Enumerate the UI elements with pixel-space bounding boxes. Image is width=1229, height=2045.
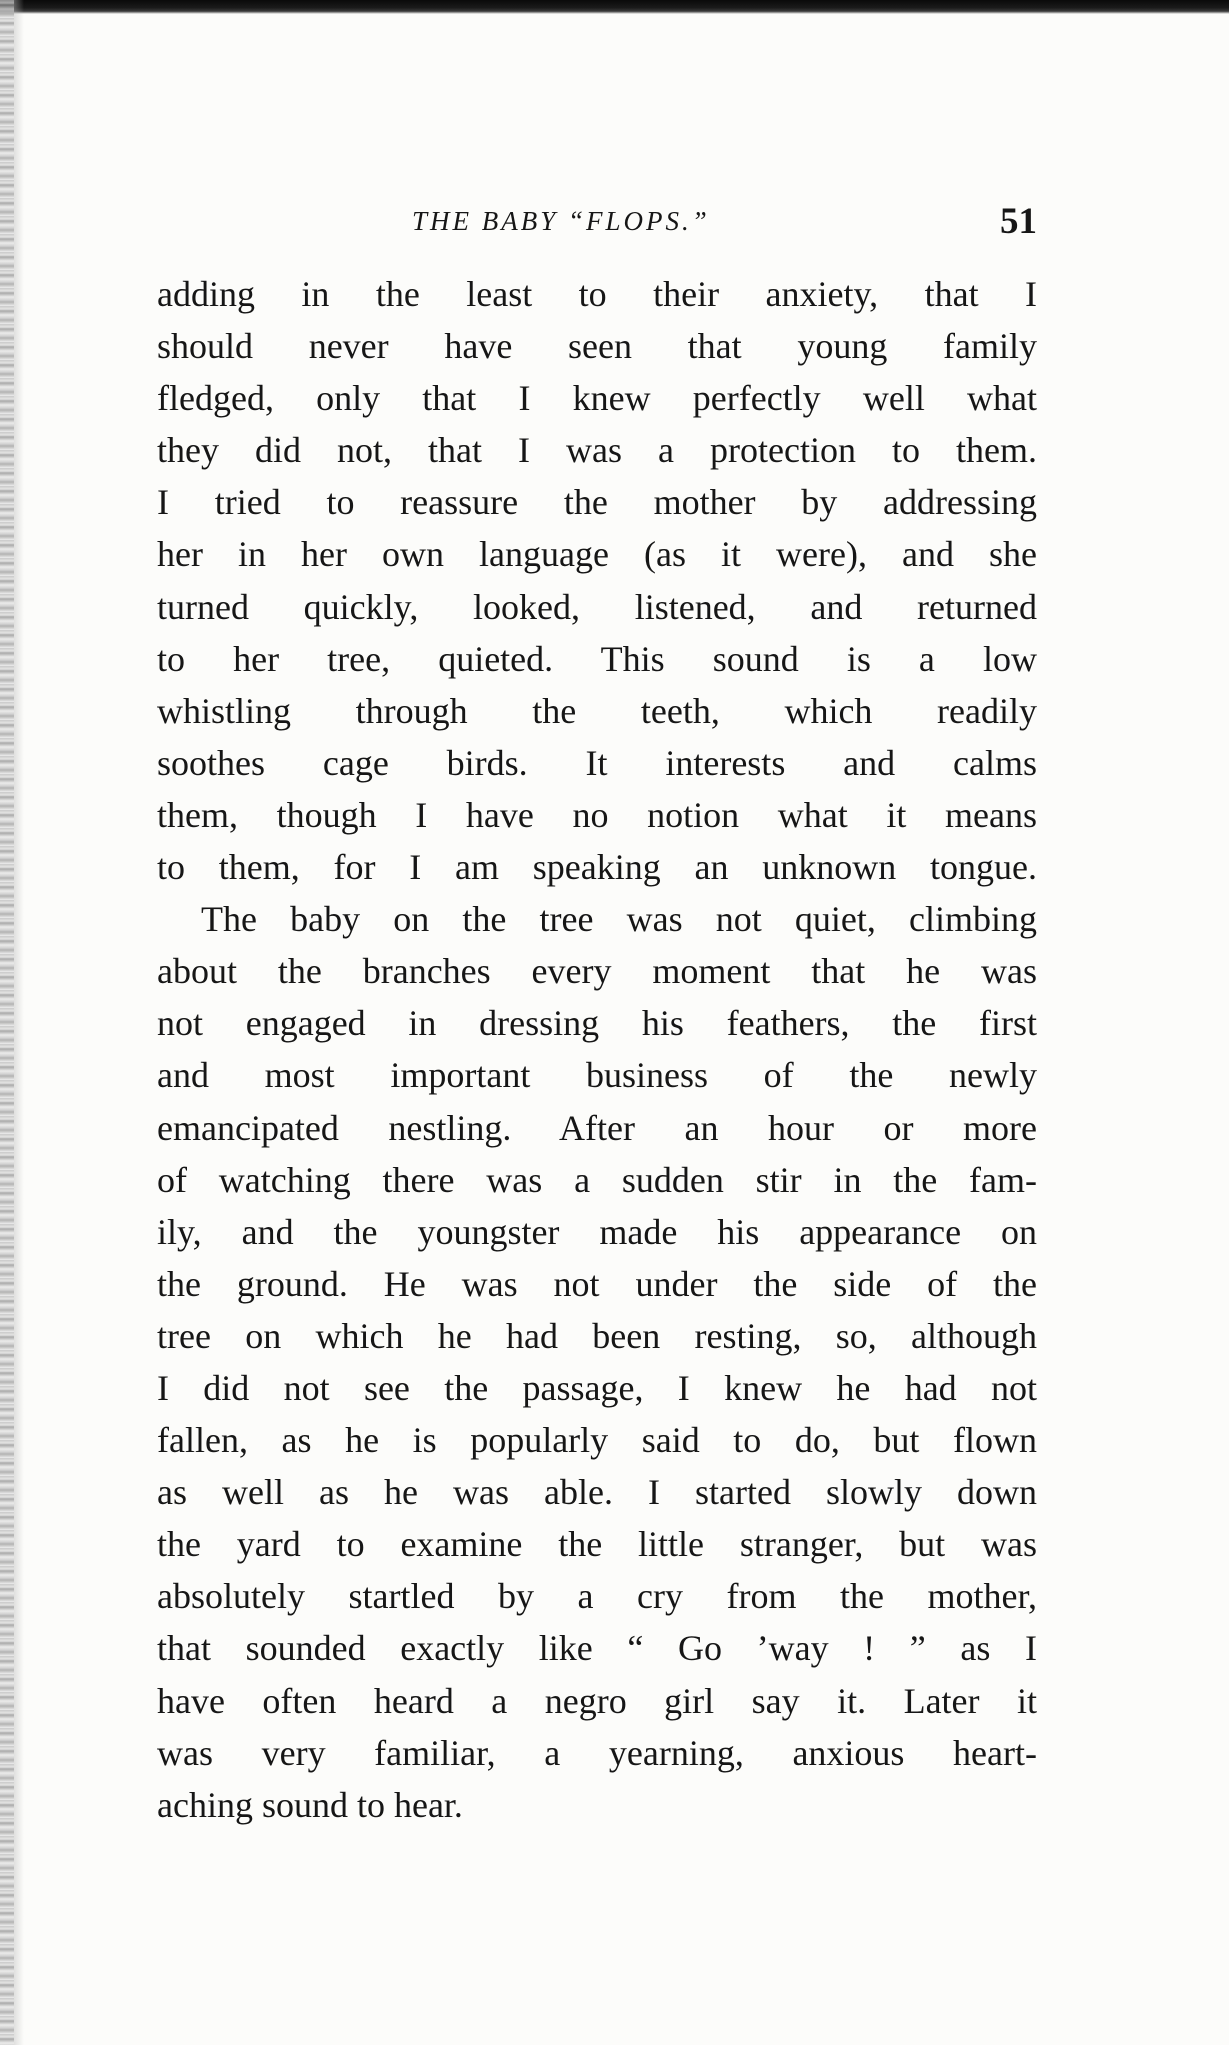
text-line: tree on which he had been resting, so, although xyxy=(157,1315,1037,1356)
text-line: to her tree, quieted. This sound is a low xyxy=(157,638,1037,679)
text-line: turned quickly, looked, listened, and returned xyxy=(157,586,1037,627)
text-line: of watching there was a sudden stir in the fam- xyxy=(157,1159,1037,1200)
text-line: that sounded exactly like “ Go ’way ! ” as I xyxy=(157,1628,1037,1669)
text-line: they did not, that I was a protection to them. xyxy=(157,430,1037,471)
text-line: them, though I have no notion what it means xyxy=(157,794,1037,835)
text-line: ily, and the youngster made his appearance on xyxy=(157,1211,1037,1252)
text-line: I did not see the passage, I knew he had not xyxy=(157,1367,1037,1408)
text-line: fallen, as he is popularly said to do, but flown xyxy=(157,1420,1037,1461)
running-head xyxy=(157,200,1037,250)
text-line: and most important business of the newly xyxy=(157,1055,1037,1096)
text-line: her in her own language (as it were), and she xyxy=(157,534,1037,575)
text-line: whistling through the teeth, which readily xyxy=(157,690,1037,731)
text-line: absolutely startled by a cry from the mother, xyxy=(157,1576,1037,1617)
text-line: have often heard a negro girl say it. Later it xyxy=(157,1680,1037,1721)
scan-left-edge xyxy=(0,0,14,2045)
text-line: about the branches every moment that he was xyxy=(157,951,1037,992)
text-line: was very familiar, a yearning, anxious heart- xyxy=(157,1732,1037,1773)
text-line: as well as he was able. I started slowly down xyxy=(157,1472,1037,1513)
text-line: to them, for I am speaking an unknown tongue. xyxy=(157,847,1037,888)
text-line: should never have seen that young family xyxy=(157,326,1037,367)
text-line: The baby on the tree was not quiet, climbing xyxy=(201,899,1037,940)
running-title: THE BABY “FLOPS.” xyxy=(412,206,710,236)
paragraph-1 xyxy=(157,268,1037,893)
text-line: fledged, only that I knew perfectly well what xyxy=(157,378,1037,419)
text-line: emancipated nestling. After an hour or more xyxy=(157,1107,1037,1148)
text-line: aching sound to hear. xyxy=(157,1784,463,1825)
text-line: soothes cage birds. It interests and calms xyxy=(157,742,1037,783)
scan-top-edge xyxy=(0,0,1229,14)
body-text xyxy=(157,268,1037,1831)
text-line: the ground. He was not under the side of the xyxy=(157,1263,1037,1304)
text-line: I tried to reassure the mother by addressing xyxy=(157,482,1037,523)
page-number: 51 xyxy=(1000,201,1037,242)
scan-left-shadow xyxy=(14,0,24,2045)
text-line: the yard to examine the little stranger, but was xyxy=(157,1524,1037,1565)
text-line: adding in the least to their anxiety, that I xyxy=(157,274,1037,314)
text-line: not engaged in dressing his feathers, the first xyxy=(157,1003,1037,1044)
paragraph-2 xyxy=(157,893,1037,1831)
